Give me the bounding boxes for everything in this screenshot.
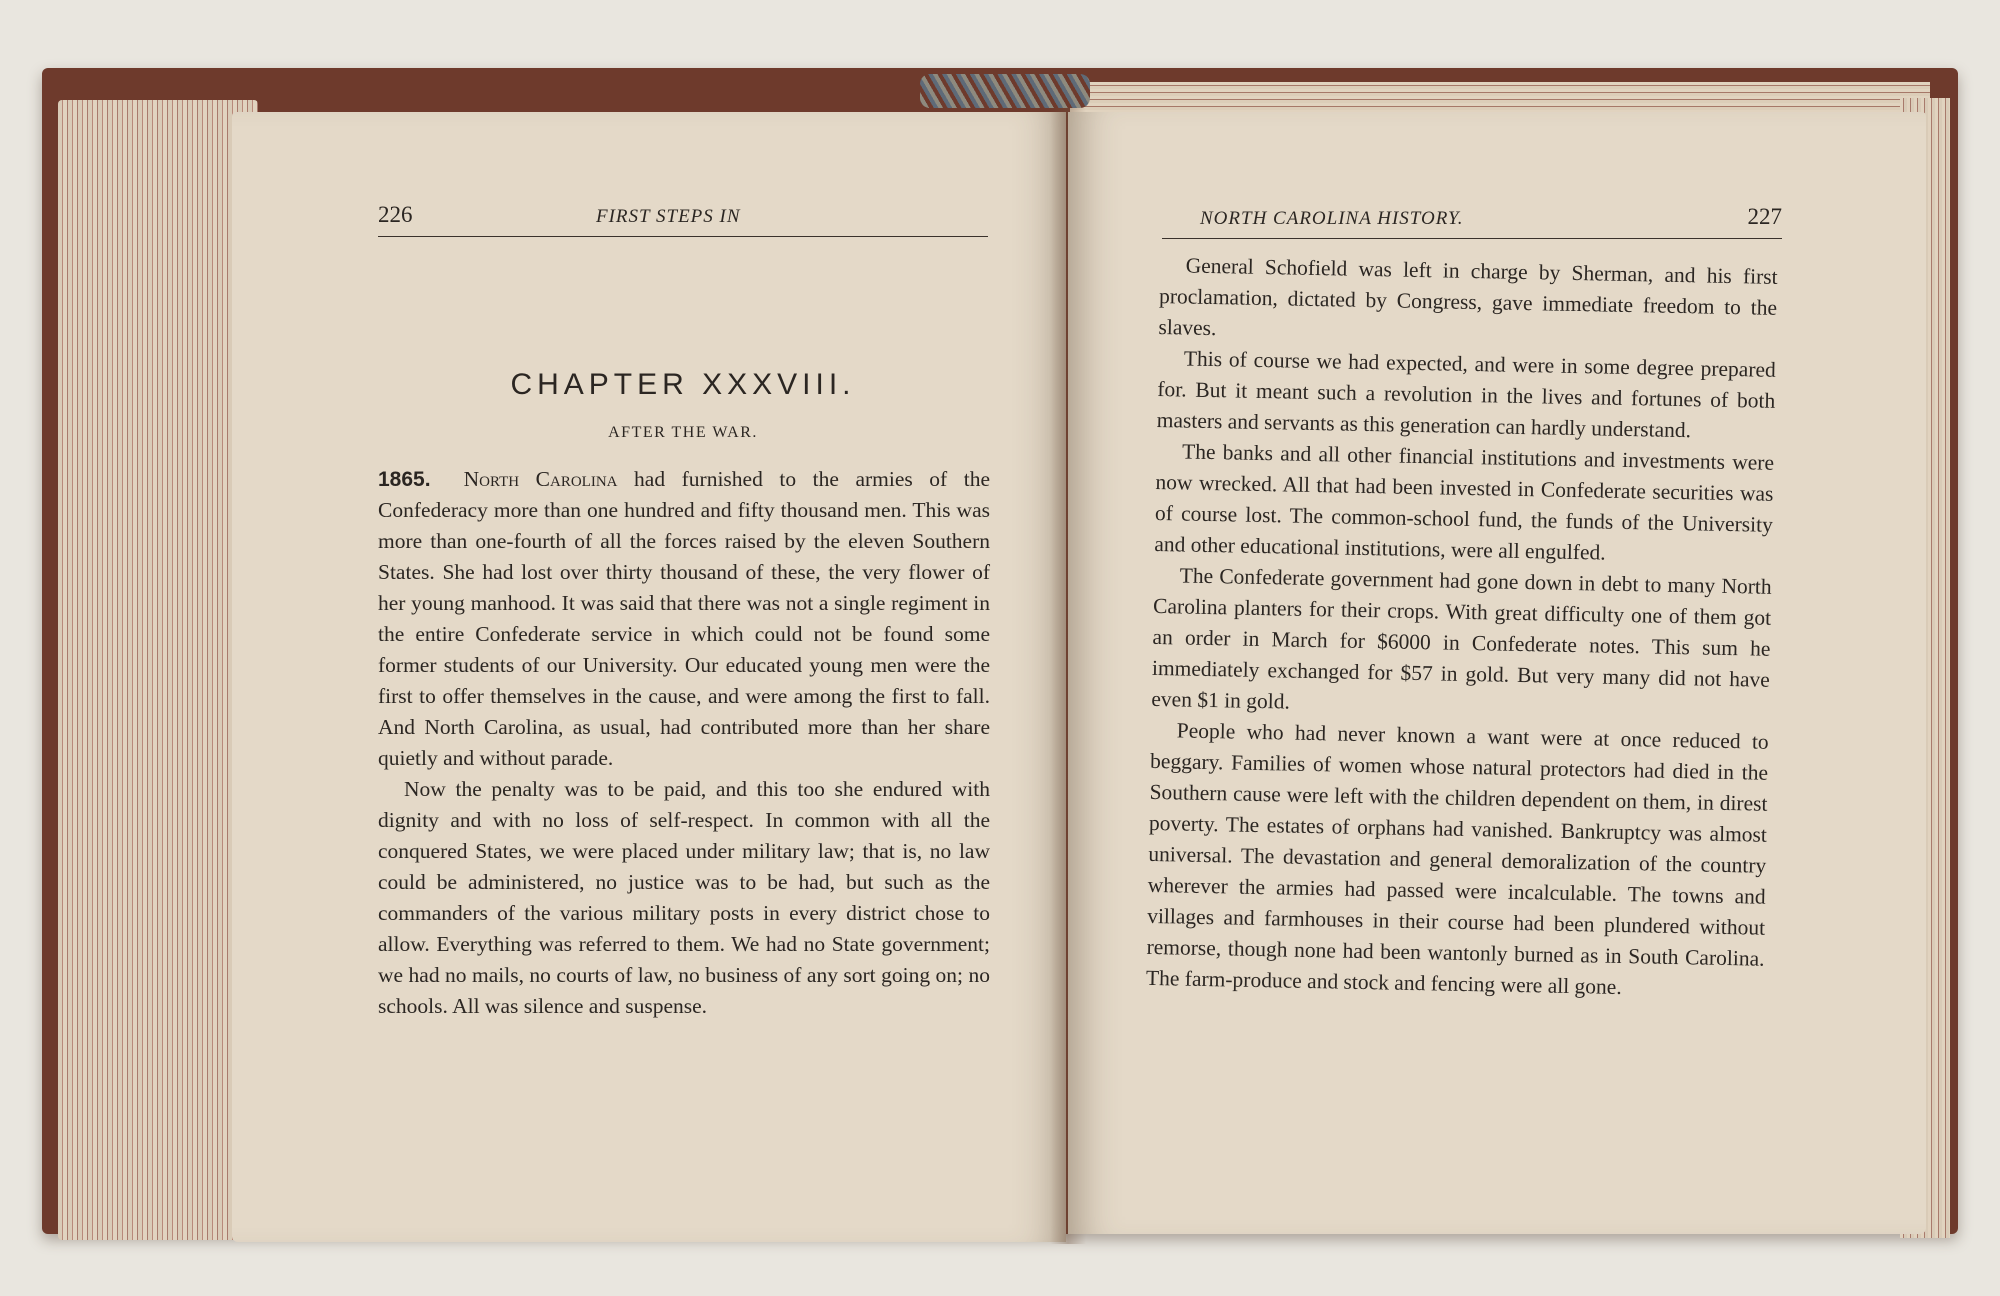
lead-words: North Carolina (463, 467, 618, 491)
year-marker: 1865. (378, 468, 431, 491)
left-page (232, 112, 1066, 1242)
paragraph: General Schofield was left in charge by Sherman, and his first proclamation, dictated by Congress, gave immediate freedom to the slaves. (1158, 253, 1778, 341)
paragraph: The Confederate government had gone down in debt to many North Carolina planters for their crops. With great difficulty one of them got an order in March for $6000 in Confederate notes. This sum he immediately exchanged for $57 in gold. But very many did not have even $1 in gold. (1151, 563, 1772, 714)
paragraph: This of course we had expected, and were in some degree prepared for. But it meant such a revolution in the lives and fortunes of both masters and servants as this generation can hardly understand. (1156, 346, 1777, 443)
chapter-title: CHAPTER XXXVIII. (510, 368, 856, 401)
paragraph (378, 464, 990, 774)
right-page (1068, 112, 1926, 1234)
right-page-header (1162, 198, 1782, 239)
paragraph: Now the penalty was to be paid, and this too she endured with dignity and with no loss of self-respect. In common with all the conquered States, we were placed under military law; that is, no law could be administered, no justice was to be had, but such as the commanders of the various military posts in every district chose to allow. Everything was referred to them. We had no State government; we had no mails, no courts of law, no business of any sort going on; no schools. All was silence and suspense. (378, 777, 990, 1018)
page-number: 226 (378, 202, 413, 227)
page-edges-left (58, 100, 258, 1240)
left-page-header (378, 196, 988, 237)
chapter-subtitle: AFTER THE WAR. (608, 424, 758, 441)
book-spine-binding (920, 74, 1090, 108)
paragraph-text: had furnished to the armies of the Confederacy more than one hundred and fifty thousand men. This was more than one-fourth of all the forces raised by the eleven Southern States. She had lost over thirty thousand of these, the very flower of her young manhood. It was said that there was not a single regiment in the entire Confederate service in which could not be found some former students of our University. Our educated young men were the first to offer themselves in the cause, and were among the first to fall. And North Carolina, as usual, had contributed more than her share quietly and without parade. (378, 467, 991, 770)
paragraph: People who had never known a want were at once reduced to beggary. Families of women whose natural protectors had died in the Southern cause were left with the children dependent on them, in direst poverty. The estates of orphans had vanished. Bankruptcy was almost universal. The devastation and general demoralization of the country wherever the armies had passed were incalculable. The towns and villages and farmhouses in their course had been plundered without remorse, though none had been wantonly burned as in South Carolina. The farm-produce and stock and fencing were all gone. (1145, 718, 1769, 999)
page-number: 227 (1747, 204, 1782, 229)
running-head: FIRST STEPS IN (596, 206, 741, 227)
running-head: NORTH CAROLINA HISTORY. (1200, 208, 1464, 229)
left-body-text (378, 464, 990, 1022)
right-body-text (1146, 250, 1778, 1006)
paragraph: The banks and all other financial institutions and investments were now wrecked. All that had been invested in Confederate securities was of course lost. The common-school fund, the funds of the University and other educational institutions, were all engulfed. (1154, 439, 1775, 565)
